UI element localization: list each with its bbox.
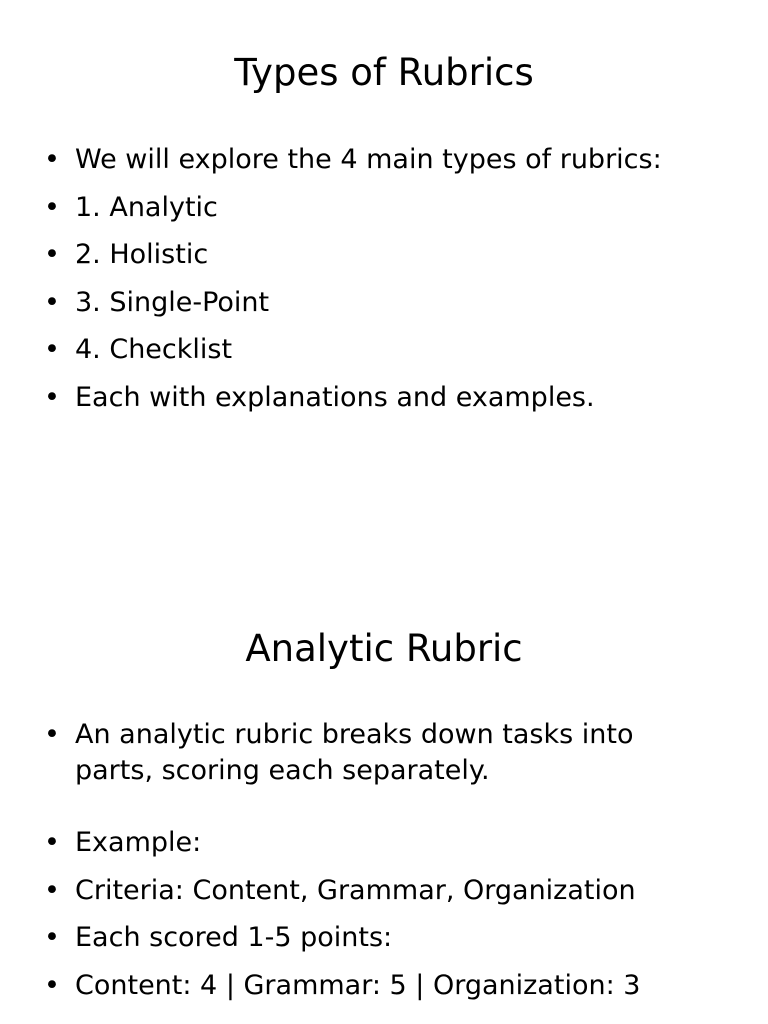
bullet-icon: •: [44, 239, 60, 270]
bullet-item: [0, 920, 675, 956]
bullet-item: [0, 190, 675, 226]
bullet-text: 3. Single-Point: [75, 286, 270, 318]
bullet-icon: •: [44, 719, 60, 750]
bullet-icon: •: [44, 922, 60, 953]
bullet-icon: •: [44, 334, 60, 365]
bullet-item: [0, 142, 675, 178]
bullet-item: [0, 825, 675, 861]
bullet-text: Example:: [75, 827, 202, 858]
bullet-icon: •: [44, 381, 60, 413]
bullet-text: Criteria: Content, Grammar, Organization: [75, 874, 636, 906]
bullet-text: 1. Analytic: [75, 191, 218, 223]
bullet-text: Content: 4 | Grammar: 5 | Organization: 3: [75, 969, 641, 1001]
bullet-item: [0, 968, 675, 1004]
bullet-text: Each with explanations and examples.: [75, 381, 595, 413]
slide-title: Analytic Rubric: [245, 627, 523, 670]
bullet-text: We will explore the 4 main types of rubrics:: [75, 144, 662, 175]
slide-title: Types of Rubrics: [234, 51, 534, 94]
slide-analytic-rubric: [0, 576, 768, 1024]
bullet-item: [0, 285, 675, 321]
bullet-icon: •: [44, 191, 60, 223]
bullet-icon: •: [44, 286, 60, 318]
bullet-text: An analytic rubric breaks down tasks into parts, scoring each separately.: [75, 719, 634, 786]
bullet-item: [0, 332, 675, 368]
bullet-icon: •: [44, 969, 60, 1001]
bullet-icon: •: [44, 144, 60, 175]
bullet-item: [0, 380, 675, 416]
bullet-item: [0, 873, 675, 909]
bullet-icon: •: [44, 827, 60, 858]
bullet-text: 2. Holistic: [75, 239, 209, 270]
bullet-icon: •: [44, 874, 60, 906]
bullet-text: 4. Checklist: [75, 334, 233, 365]
bullet-item: [0, 717, 675, 789]
bullet-text: Each scored 1-5 points:: [75, 922, 393, 953]
bullet-list: [0, 717, 675, 1015]
bullet-list: [0, 142, 675, 427]
bullet-item: [0, 237, 675, 273]
